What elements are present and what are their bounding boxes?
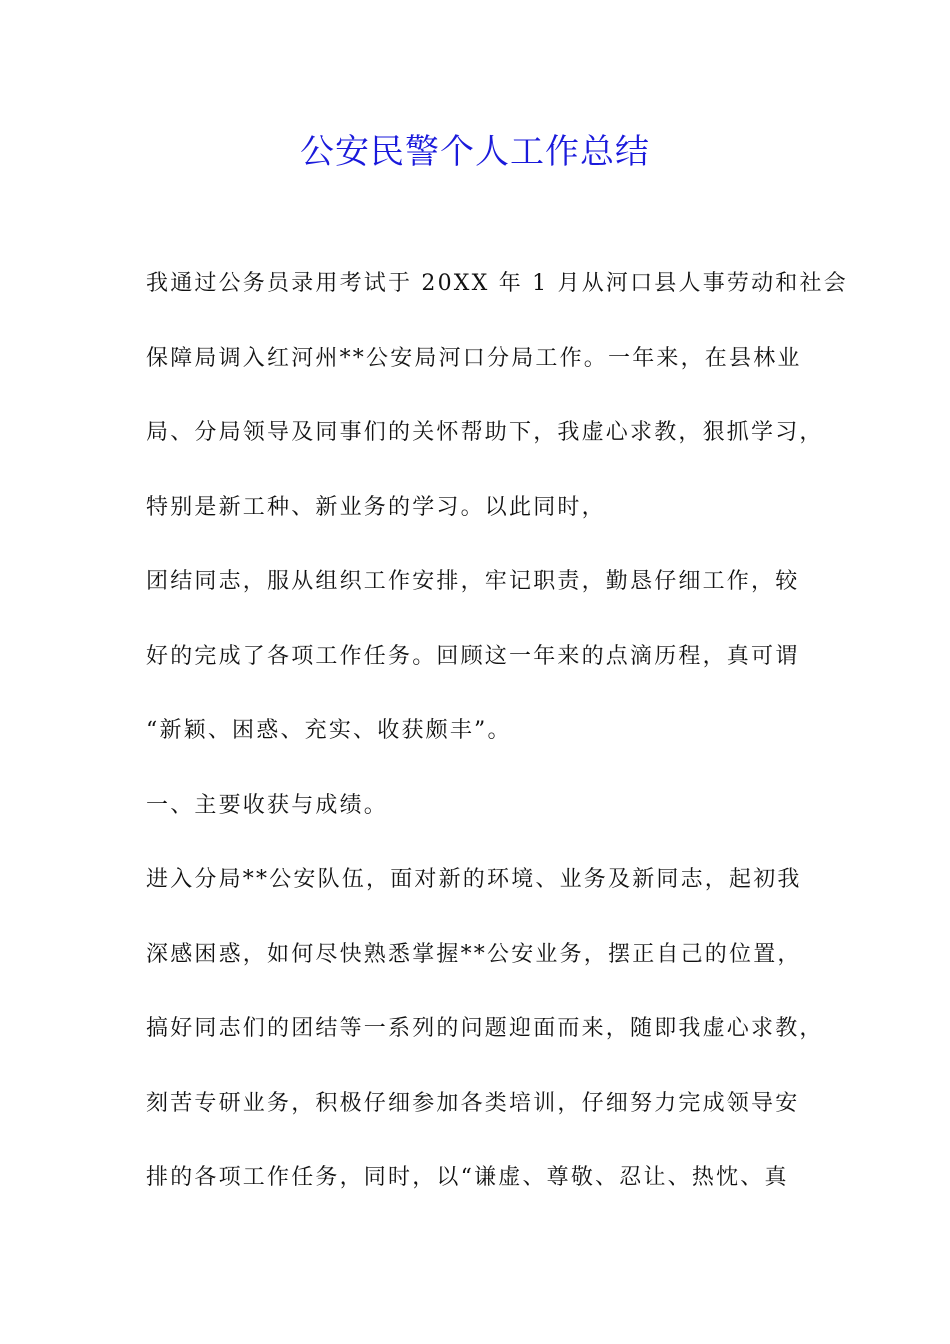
body-line: 我通过公务员录用考试于 20XX 年 1 月从河口县人事劳动和社会 xyxy=(146,271,848,296)
body-line: 深感困惑，如何尽快熟悉掌握**公安业务，摆正自己的位置， xyxy=(146,941,802,967)
body-line: 特别是新工种、新业务的学习。以此同时， xyxy=(146,494,606,520)
section-heading: 一、主要收获与成绩。 xyxy=(146,792,389,818)
body-line: “新颖、困惑、充实、收获颇丰”。 xyxy=(146,718,512,743)
body-line: 搞好同志们的团结等一系列的问题迎面而来，随即我虚心求教， xyxy=(146,1016,824,1041)
body-line: 进入分局**公安队伍，面对新的环境、业务及新同志，起初我 xyxy=(146,867,802,892)
body-line: 好的完成了各项工作任务。回顾这一年来的点滴历程，真可谓 xyxy=(146,643,800,669)
body-line: 排的各项工作任务，同时，以“谦虚、尊敬、忍让、热忱、真 xyxy=(146,1165,789,1190)
document-title: 公安民警个人工作总结 xyxy=(300,132,650,172)
document-body xyxy=(146,264,848,1233)
body-line: 局、分局领导及同事们的关怀帮助下，我虚心求教，狠抓学习， xyxy=(146,420,824,445)
body-line: 保障局调入红河州**公安局河口分局工作。一年来，在县林业 xyxy=(146,345,802,371)
body-line: 刻苦专研业务，积极仔细参加各类培训，仔细努力完成领导安 xyxy=(146,1090,800,1116)
body-line: 团结同志，服从组织工作安排，牢记职责，勤恳仔细工作，较 xyxy=(146,569,800,594)
